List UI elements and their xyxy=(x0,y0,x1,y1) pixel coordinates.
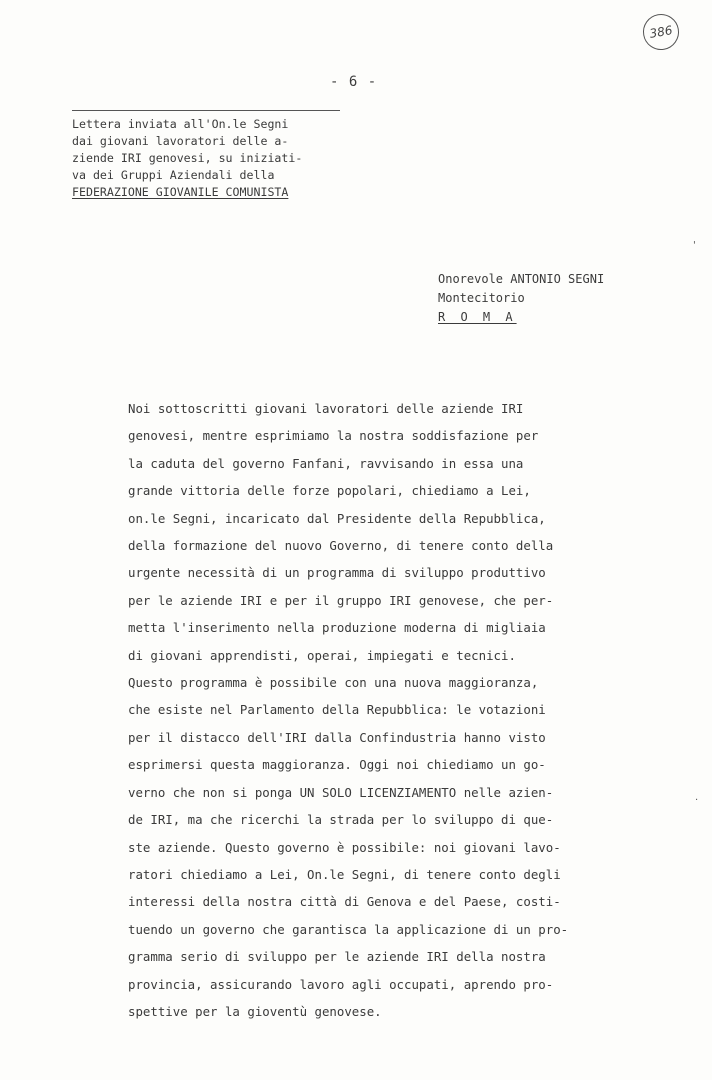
body-line: ratori chiediamo a Lei, On.le Segni, di tenere conto degli xyxy=(128,866,561,882)
page-number: - 6 - xyxy=(330,74,378,90)
body-line: della formazione del nuovo Governo, di tenere conto della xyxy=(128,538,554,554)
letter-body xyxy=(128,395,628,1025)
body-line: ste aziende. Questo governo è possibile: noi giovani lavo- xyxy=(128,839,561,855)
body-line: urgente necessità di un programma di sviluppo produttivo xyxy=(128,565,546,581)
body-line: la caduta del governo Fanfani, ravvisando in essa una xyxy=(128,455,524,471)
body-line: verno che non si ponga UN SOLO LICENZIAMENTO nelle azien- xyxy=(128,784,554,800)
body-line: de IRI, ma che ricerchi la strada per lo sviluppo di que- xyxy=(128,812,554,828)
body-line: interessi della nostra città di Genova e del Paese, costi- xyxy=(128,894,561,910)
body-line: per le aziende IRI e per il gruppo IRI genovese, che per- xyxy=(128,592,554,608)
recipient-name: Onorevole ANTONIO SEGNI xyxy=(438,272,605,286)
body-line: gramma serio di sviluppo per le aziende IRI della nostra xyxy=(128,949,546,965)
body-line: Noi sottoscritti giovani lavoratori delle aziende IRI xyxy=(128,401,524,416)
body-line: che esiste nel Parlamento della Repubblica: le votazioni xyxy=(128,702,546,718)
margin-mark: · xyxy=(695,795,699,806)
body-line: metta l'inserimento nella produzione moderna di migliaia xyxy=(128,620,546,636)
body-line: on.le Segni, incaricato dal Presidente della Repubblica, xyxy=(128,510,546,526)
header-line: Lettera inviata all'On.le Segni xyxy=(72,117,289,131)
header-line: va dei Gruppi Aziendali della xyxy=(72,168,275,182)
recipient-place: Montecitorio xyxy=(438,291,525,305)
margin-mark: ' xyxy=(693,240,696,251)
archive-stamp: 386 xyxy=(640,11,682,53)
recipient-address xyxy=(438,270,604,327)
body-line: Questo programma è possibile con una nuova maggioranza, xyxy=(128,675,539,691)
letter-header xyxy=(72,110,340,201)
body-line: spettive per la gioventù genovese. xyxy=(128,1003,382,1019)
body-line: esprimersi questa maggioranza. Oggi noi chiediamo un go- xyxy=(128,757,546,773)
header-organization: FEDERAZIONE GIOVANILE COMUNISTA xyxy=(72,185,289,199)
body-line: provincia, assicurando lavoro agli occupati, aprendo pro- xyxy=(128,976,554,992)
body-line: grande vittoria delle forze popolari, chiediamo a Lei, xyxy=(128,483,531,499)
header-line: dai giovani lavoratori delle a- xyxy=(72,134,289,148)
body-line: per il distacco dell'IRI dalla Confindustria hanno visto xyxy=(128,729,546,745)
body-line: genovesi, mentre esprimiamo la nostra soddisfazione per xyxy=(128,428,539,444)
recipient-city: R O M A xyxy=(438,310,517,324)
body-line: tuendo un governo che garantisca la applicazione di un pro- xyxy=(128,921,569,937)
header-line: ziende IRI genovesi, su iniziati- xyxy=(72,151,303,165)
body-line: di giovani apprendisti, operai, impiegati e tecnici. xyxy=(128,647,516,663)
